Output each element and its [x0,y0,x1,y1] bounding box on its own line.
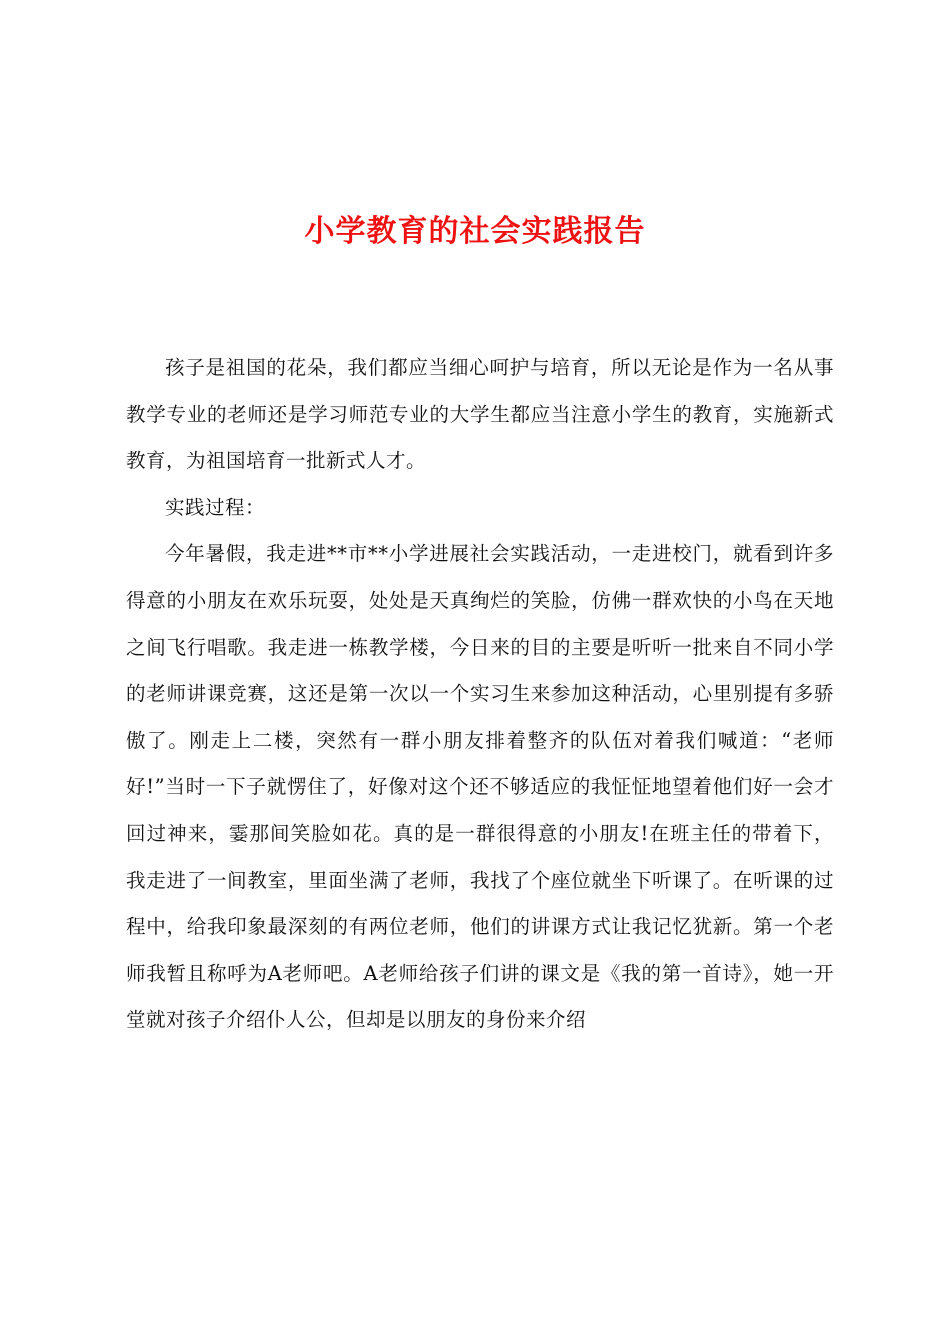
paragraph-section-heading: 实践过程： [165,495,266,519]
paragraph-practice: 今年暑假，我走进**市**小学进展社会实践活动，一走进校门，就看到许多得意的小朋友在欢乐玩耍，处处是天真绚烂的笑脸，仿佛一群欢快的小鸟在天地之间飞行唱歌。我走进一栋教学楼，今日来的目的主要是听听一批来自不同小学的老师讲课竞赛，这还是第一次以一个实习生来参加这种活动，心里别提有多骄傲了。刚走上二楼，突然有一群小朋友排着整齐的队伍对着我们喊道：“老师好!”当时一下子就愣住了，好像对这个还不够适应的我怔怔地望着他们好一会才回过神来，霎那间笑脸如花。真的是一群很得意的小朋友!在班主任的带着下，我走进了一间教室，里面坐满了老师，我找了个座位就坐下听课了。在听课的过程中，给我印象最深刻的有两位老师，他们的讲课方式让我记忆犹新。第一个老师我暂且称呼为A老师吧。A老师给孩子们讲的课文是《我的第一首诗》，她一开堂就对孩子介绍仆人公，但却是以朋友的身份来介绍 [126,542,834,1032]
paragraph-intro: 孩子是祖国的花朵，我们都应当细心呵护与培育，所以无论是作为一名从事教学专业的老师还是学习师范专业的大学生都应当注意小学生的教育，实施新式教育，为祖国培育一批新式人才。 [126,356,834,473]
document-title: 小学教育的社会实践报告 [304,214,646,249]
document-body [126,345,834,1044]
